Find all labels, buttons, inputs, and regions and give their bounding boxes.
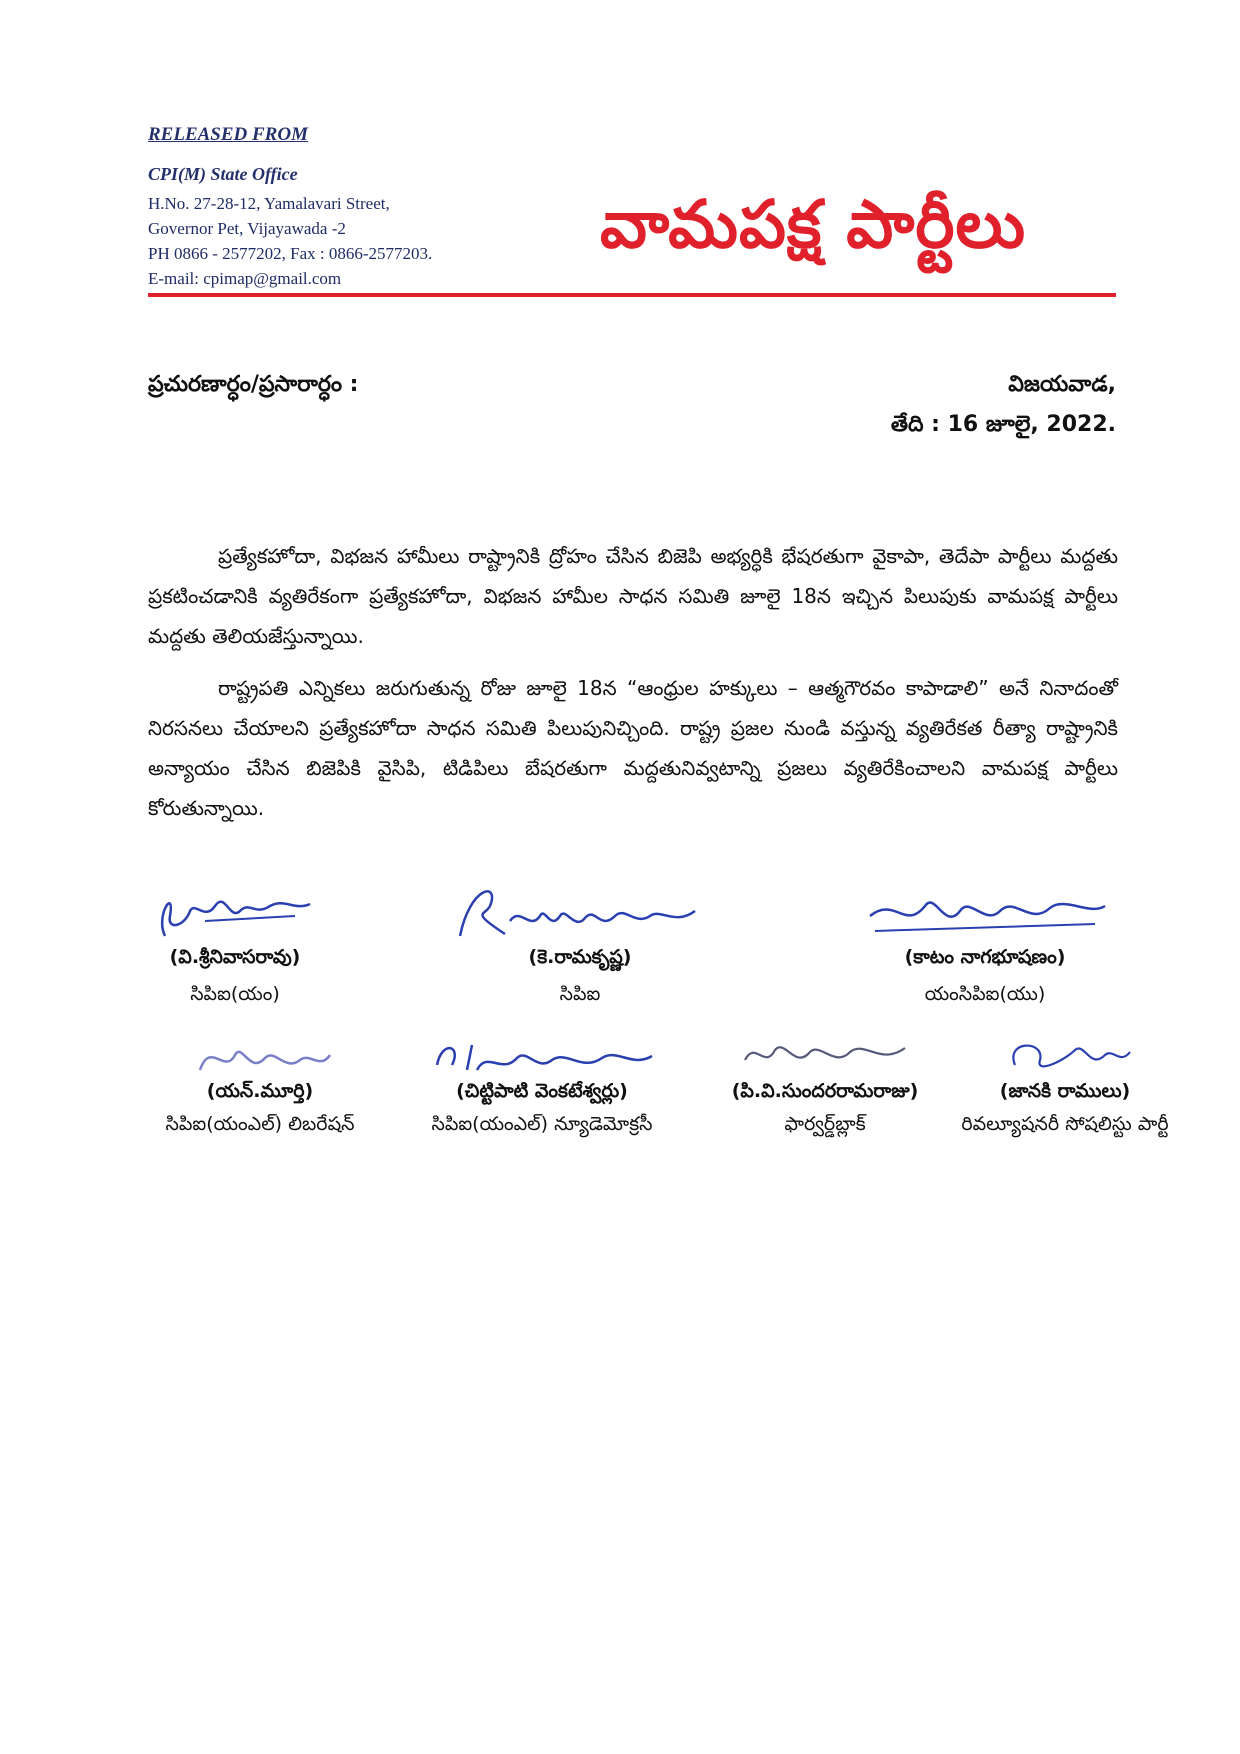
signatory-name: (చిట్టిపాటి వెంకటేశ్వర్లు) — [456, 1080, 628, 1102]
letterhead-address-block — [148, 124, 568, 291]
handwritten-signature — [450, 876, 710, 946]
signatory-block — [392, 1030, 692, 1140]
signatory-block — [915, 1030, 1215, 1140]
address-line: Governor Pet, Vijayawada -2 — [148, 219, 346, 238]
signatory-party: సిపిఐ(యంఎల్) న్యూడెమోక్రసీ — [431, 1113, 653, 1135]
signatory-name: (పి.వి.సుందరరామరాజు) — [731, 1080, 919, 1102]
signatory-party: సిపిఐ(యం) — [190, 983, 280, 1005]
signatory-name: (కె.రామకృష్ణ) — [528, 946, 632, 968]
handwritten-signature — [422, 1030, 662, 1080]
signatory-name: (వి.శ్రీనివాసరావు) — [169, 946, 301, 968]
released-from-label: RELEASED FROM — [148, 124, 308, 145]
signatory-block — [450, 876, 710, 1010]
signatory-party: సిపిఐ — [559, 983, 601, 1005]
handwritten-signature — [145, 876, 325, 946]
signatory-party: రివల్యూషనరీ సోషలిస్టు పార్టీ — [961, 1113, 1169, 1135]
signatory-block — [135, 876, 335, 1010]
handwritten-signature — [855, 876, 1115, 946]
signatory-name: (జానకి రాములు) — [999, 1080, 1131, 1102]
address-line: H.No. 27-28-12, Yamalavari Street, — [148, 194, 390, 213]
statement-body — [148, 536, 1118, 840]
handwritten-signature — [995, 1030, 1135, 1080]
signatory-party: ఫార్వర్డ్‌బ్లాక్ — [784, 1113, 866, 1135]
email-line: E-mail: cpimap@gmail.com — [148, 269, 342, 288]
office-name: CPI(M) State Office — [148, 164, 298, 184]
purpose-label: ప్రచురణార్ధం/ప్రసారార్ధం : — [148, 372, 359, 397]
handwritten-signature — [180, 1030, 340, 1080]
signatory-name: (కాటం నాగభూషణం) — [904, 946, 1066, 968]
signatory-block — [705, 1030, 945, 1140]
signatory-name: (యన్.మూర్తి) — [206, 1080, 314, 1102]
header-divider — [148, 293, 1116, 297]
signatory-party: సిపిఐ(యంఎల్) లిబరేషన్ — [165, 1113, 355, 1135]
signatory-block — [125, 1030, 395, 1140]
body-paragraph: ప్రత్యేకహోదా, విభజన హామీలు రాష్ట్రానికి ద్రోహం చేసిన బిజెపి అభ్యర్ధికి భేషరతుగా వైకాపా, తెదేపా పార్టీలు మద్దతు ప్రకటించడానికి వ్యతిరేకంగా ప్రత్యేకహోదా, విభజన హామీల సాధన సమితి జూలై 18న ఇచ్చిన పిలుపుకు వామపక్ష పార్టీలు మద్దతు తెలియజేస్తున్నాయి. — [148, 544, 1118, 648]
signatory-block — [850, 876, 1120, 1010]
phone-fax-line: PH 0866 - 2577202, Fax : 0866-2577203. — [148, 244, 433, 263]
handwritten-signature — [735, 1030, 915, 1080]
body-paragraph: రాష్ట్రపతి ఎన్నికలు జరుగుతున్న రోజు జూలై 18న “ఆంధ్రుల హక్కులు – ఆత్మగౌరవం కాపాడాలి” అనే నినాదంతో నిరసనలు చేయాలని ప్రత్యేకహోదా సాధన సమితి పిలుపునిచ్చింది. రాష్ట్ర ప్రజల నుండి వస్తున్న వ్యతిరేకత రీత్యా రాష్ట్రానికి అన్యాయం చేసిన బిజెపికి వైసిపి, టిడిపిలు బేషరతుగా మద్దతునివ్వటాన్ని ప్రజలు వ్యతిరేకించాలని వామపక్ష పార్టీలు కోరుతున్నాయి. — [148, 676, 1118, 820]
brand-title: వామపక్ష పార్టీలు — [600, 186, 1027, 263]
city-label: విజయవాడ, — [1008, 372, 1116, 397]
signatory-party: యంసిపిఐ(యు) — [924, 983, 1046, 1005]
date-label: తేది : 16 జూలై, 2022. — [890, 412, 1116, 437]
